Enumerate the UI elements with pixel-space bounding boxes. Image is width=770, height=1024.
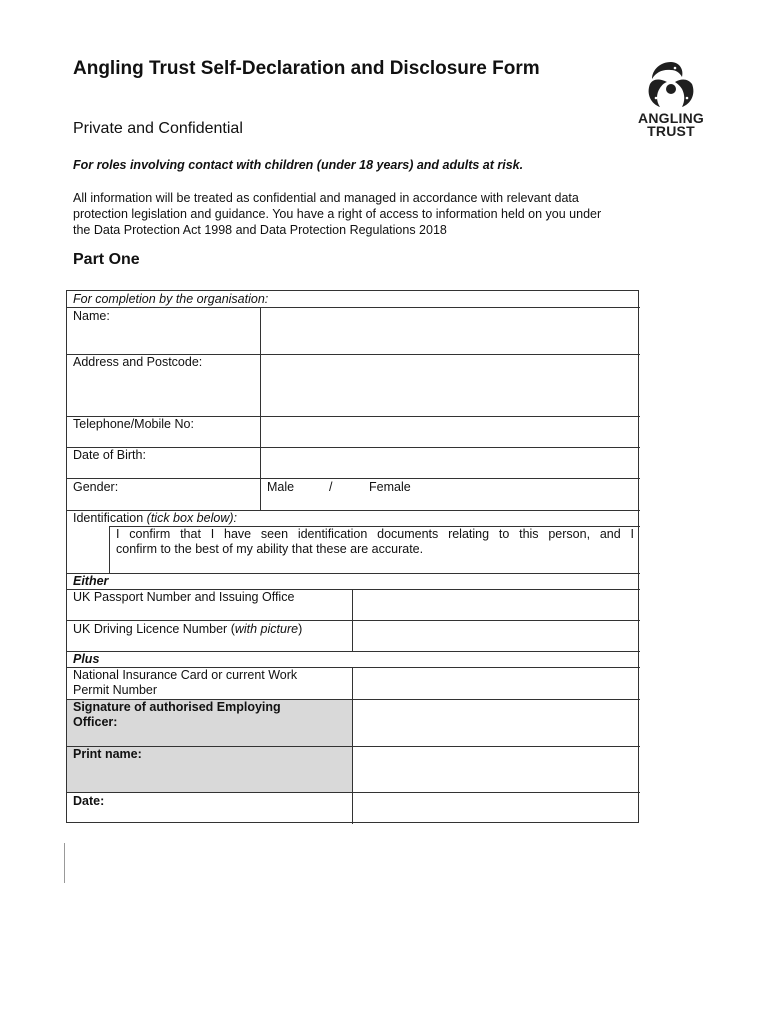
licence-close: ): [298, 622, 303, 636]
angling-trust-fish-logo-icon: [642, 60, 700, 110]
angling-trust-logo: [628, 60, 714, 144]
address-field[interactable]: [261, 355, 640, 416]
date-label: Date:: [73, 794, 105, 808]
passport-field[interactable]: [353, 590, 640, 620]
licence-text: UK Driving Licence Number (: [73, 622, 235, 636]
plus-label: Plus: [73, 652, 100, 666]
identification-tick-box[interactable]: [68, 527, 109, 573]
telephone-label: Telephone/Mobile No:: [73, 417, 194, 431]
date-field[interactable]: [353, 793, 640, 823]
text-cursor-marker: [64, 843, 65, 883]
intro-paragraph: [73, 190, 693, 238]
telephone-field[interactable]: [261, 417, 640, 447]
name-field[interactable]: [261, 308, 640, 354]
identification-confirm-text: [110, 527, 640, 557]
gender-separator: /: [329, 480, 333, 494]
identification-text: Identification: [73, 511, 144, 525]
ni-line: National Insurance Card or current Work: [73, 668, 298, 682]
address-label: Address and Postcode:: [73, 355, 203, 369]
intro-line: protection legislation and guidance. You have a right of access to information held on you under: [73, 207, 602, 221]
signature-field[interactable]: [353, 700, 640, 746]
gender-label: Gender:: [73, 480, 119, 494]
signature-line: Officer:: [73, 715, 118, 729]
row-divider: [67, 651, 640, 652]
print-name-label: Print name:: [73, 747, 142, 761]
ni-line: Permit Number: [73, 683, 158, 697]
print-name-field[interactable]: [353, 747, 640, 792]
either-label: Either: [73, 574, 109, 588]
part-one-heading: Part One: [73, 251, 140, 268]
dob-field[interactable]: [261, 448, 640, 478]
roles-note: For roles involving contact with children (under 18 years) and adults at risk.: [73, 158, 524, 172]
subtitle: Private and Confidential: [73, 120, 243, 137]
dob-label: Date of Birth:: [73, 448, 146, 462]
confirm-line: I confirm that I have seen identification documents relating to this person, and I: [116, 527, 634, 541]
part-one-form: [66, 290, 639, 823]
logo-text-trust: TRUST: [647, 123, 695, 139]
row-divider: [67, 573, 640, 574]
completion-note: For completion by the organisation:: [73, 292, 269, 306]
licence-field[interactable]: [353, 621, 640, 651]
identification-label: [67, 511, 243, 526]
identification-hint: (tick box below):: [146, 511, 237, 525]
gender-male-option[interactable]: Male: [267, 480, 295, 494]
name-label: Name:: [73, 309, 110, 323]
page-title: Angling Trust Self-Declaration and Disclosure Form: [73, 58, 540, 79]
ni-label: [67, 668, 352, 698]
row-divider: [67, 478, 640, 479]
intro-line: All information will be treated as confidential and managed in accordance with relevant data: [73, 191, 579, 205]
ni-field[interactable]: [353, 668, 640, 699]
logo-text-angling: ANGLING: [638, 110, 704, 126]
intro-line: the Data Protection Act 1998 and Data Protection Regulations 2018: [73, 223, 447, 237]
licence-hint: with picture: [234, 622, 299, 636]
confirm-line: confirm to the best of my ability that these are accurate.: [116, 542, 424, 556]
gender-female-option[interactable]: Female: [369, 480, 411, 494]
passport-label: UK Passport Number and Issuing Office: [73, 590, 295, 604]
licence-label: [67, 622, 308, 637]
signature-label: [67, 700, 352, 730]
signature-line: Signature of authorised Employing: [73, 700, 281, 714]
